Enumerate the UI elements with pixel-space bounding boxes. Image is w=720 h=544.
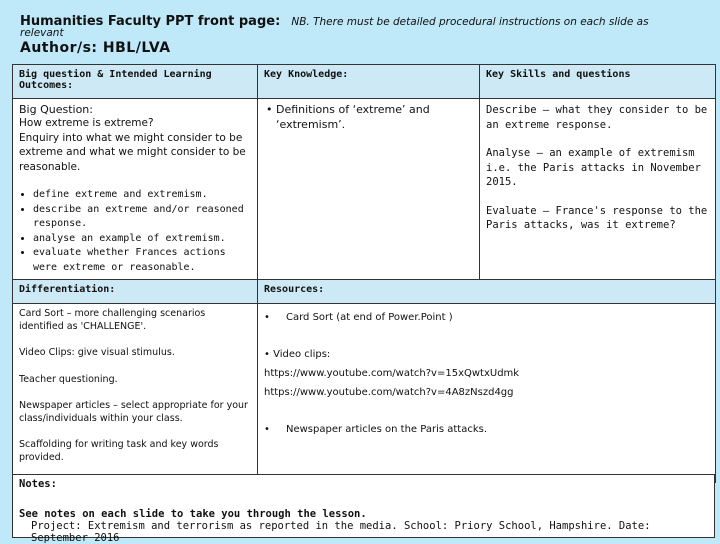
big-question-line: extreme and what we might consider to be [19,146,246,158]
knowledge-header: Key Knowledge: [258,65,480,99]
page-title: Humanities Faculty PPT front page: [20,14,281,29]
skills-cell [480,99,716,280]
differentiation-item: Video Clips: give visual stimulus. [19,347,175,358]
differentiation-header: Differentiation: [13,280,258,304]
skill-evaluate: Evaluate – France's response to the Paris attacks, was it extreme? [486,204,708,231]
bullet: • [264,424,270,435]
differentiation-item: Newspaper articles – select appropriate for your class/individuals within your class. [19,400,248,424]
big-question-line: Enquiry into what we might consider to be [19,131,243,144]
header-note-continued: relevant [20,27,64,38]
knowledge-item: • Definitions of ‘extreme’ and ‘extremism’. [266,103,430,131]
resource-card-sort: • Card Sort (at end of Power.Point ) [264,308,709,327]
resources-cell [258,304,716,483]
differentiation-item: Card Sort – more challenging scenarios identified as 'CHALLENGE'. [19,308,206,332]
notes-label: Notes: [19,478,57,490]
big-question-cell [13,99,258,280]
skills-header: Key Skills and questions [480,65,716,99]
outcomes-header: Big question & Intended Learning Outcomes: [13,65,258,99]
big-question-line: How extreme is extreme? [19,117,154,129]
big-question-line: reasonable. [19,160,81,173]
outcome-item: • describe an extreme and/or reasoned response. [33,203,251,232]
knowledge-cell [258,99,480,280]
outcomes-list [19,188,251,275]
outcome-item: • define extreme and extremism. [33,188,251,203]
notes-project-line: Project: Extremism and terrorism as reported in the media. School: Priory School, Hampshire. Date: September 2016 [31,520,651,544]
differentiation-item: Teacher questioning. [19,373,118,385]
differentiation-item: Scaffolding for writing task and key words provided. [19,439,219,463]
video-link[interactable]: https://www.youtube.com/watch?v=15xQwtxUdmk [264,368,520,379]
header-note: NB. There must be detailed procedural instructions on each slide as [291,16,649,28]
resources-header: Resources: [258,280,716,304]
resource-newspaper: • Newspaper articles on the Paris attacks. [264,420,709,439]
video-link[interactable]: https://www.youtube.com/watch?v=4A8zNszd4gg [264,387,514,398]
outcome-item: • evaluate whether Frances actions were extreme or reasonable. [33,246,251,275]
notes-line: See notes on each slide to take you through the lesson. [19,508,367,520]
resource-video: • Video clips: https://www.youtube.com/watch?v=15xQwtxUdmk https://www.youtube.com/watch?v=4A8zNszd4gg [264,345,709,402]
bullet: • [264,312,270,323]
lesson-plan-table [12,64,716,483]
author-label: Author/s: HBL/LVA [20,40,171,56]
skill-analyse: Analyse – an example of extremism i.e. the Paris attacks in November 2015. [486,147,701,188]
notes-section [12,474,715,544]
skill-describe: Describe – what they consider to be an extreme response. [486,104,708,131]
big-question-title: Big Question: [19,103,93,116]
outcome-item: • analyse an example of extremism. [33,232,251,247]
page-header [20,10,710,40]
differentiation-cell [13,304,258,483]
bullet: • [264,349,270,360]
